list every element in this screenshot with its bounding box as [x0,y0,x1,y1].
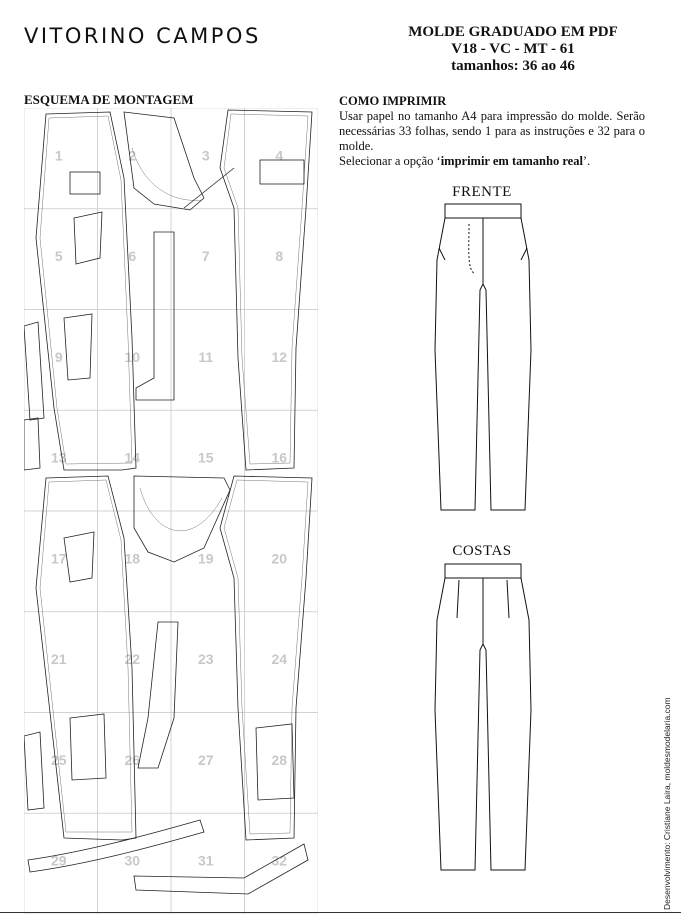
sheet-number: 26 [124,751,141,768]
sheet-number: 24 [271,651,288,668]
sheet-number: 10 [124,348,141,365]
sheet-number: 25 [50,751,67,768]
bottom-rule [0,912,681,913]
front-view-drawing [423,200,543,520]
sheet-number: 20 [271,550,288,567]
sheet-number: 4 [275,147,284,164]
assembly-diagram-svg [24,108,318,914]
print-instructions [339,94,645,169]
sheet-number: 2 [128,147,137,164]
print-actual-size-option: imprimir em tamanho real [440,154,583,168]
pattern-piece-crotch-bottom [134,476,230,562]
instructions-paragraph: Usar papel no tamanho A4 para impressão do molde. Serão necessárias 33 folhas, sendo 1 para as instruções e 32 para o molde. [339,109,645,153]
instructions-select-text: Selecionar a opção ‘imprimir em tamanho real’. [339,154,591,168]
sheet-number: 21 [50,651,67,668]
pattern-piece-back-leg-bottom [220,476,312,840]
sheet-number: 14 [124,449,141,466]
sheet-number: 27 [197,751,214,768]
pattern-type: MOLDE GRADUADO EM PDF [408,24,618,40]
sheet-number: 1 [54,147,63,164]
back-view-drawing [423,560,543,880]
sheet-number: 28 [271,751,288,768]
sheet-number: 11 [198,348,214,365]
front-view-label: FRENTE [452,184,512,200]
brand-logo: VITORINO CAMPOS [24,24,261,48]
sheet-number: 5 [54,248,63,265]
credit-text: Desenvolvimento: Cristiane Laira, moldesmodelaria.com [662,697,672,910]
sheet-number: 8 [275,248,284,265]
back-dart-left [457,580,459,618]
sheet-number: 23 [197,651,214,668]
pattern-piece-belt-right [134,844,308,894]
pattern-info [383,24,643,75]
sheet-number: 31 [197,852,214,869]
sheet-number: 6 [128,248,137,265]
sheet-number: 12 [271,348,288,365]
sheet-number: 29 [50,852,67,869]
pattern-code: V18 - VC - MT - 61 [451,41,575,57]
instructions-title: COMO IMPRIMIR [339,94,447,108]
pattern-pieces [24,110,312,894]
pattern-piece-waistband-top [136,232,174,400]
layout-title: ESQUEMA DE MONTAGEM [24,92,194,107]
sheet-grid [24,108,318,914]
pattern-piece-back-leg-top [220,110,312,470]
pattern-piece-waistband-bottom [138,622,178,768]
sheet-numbers [51,147,287,868]
back-dart-right [507,580,509,618]
sheet-number: 17 [50,550,67,567]
sheet-number: 16 [271,449,288,466]
sheet-number: 15 [197,449,214,466]
sheet-number: 9 [54,348,63,365]
sheet-number: 7 [201,248,210,265]
sheet-number: 13 [50,449,67,466]
assembly-diagram [24,108,318,914]
sheet-number: 30 [124,852,141,869]
sheet-number: 3 [201,147,210,164]
size-range: tamanhos: 36 ao 46 [451,58,575,74]
front-waistband [445,204,521,218]
sheet-number: 32 [271,852,288,869]
back-waistband [445,564,521,578]
sheet-number: 22 [124,651,141,668]
pattern-piece-front-leg-top [36,112,136,470]
sheet-number: 18 [124,550,141,567]
back-view-label: COSTAS [452,543,512,559]
sheet-number: 19 [197,550,214,567]
